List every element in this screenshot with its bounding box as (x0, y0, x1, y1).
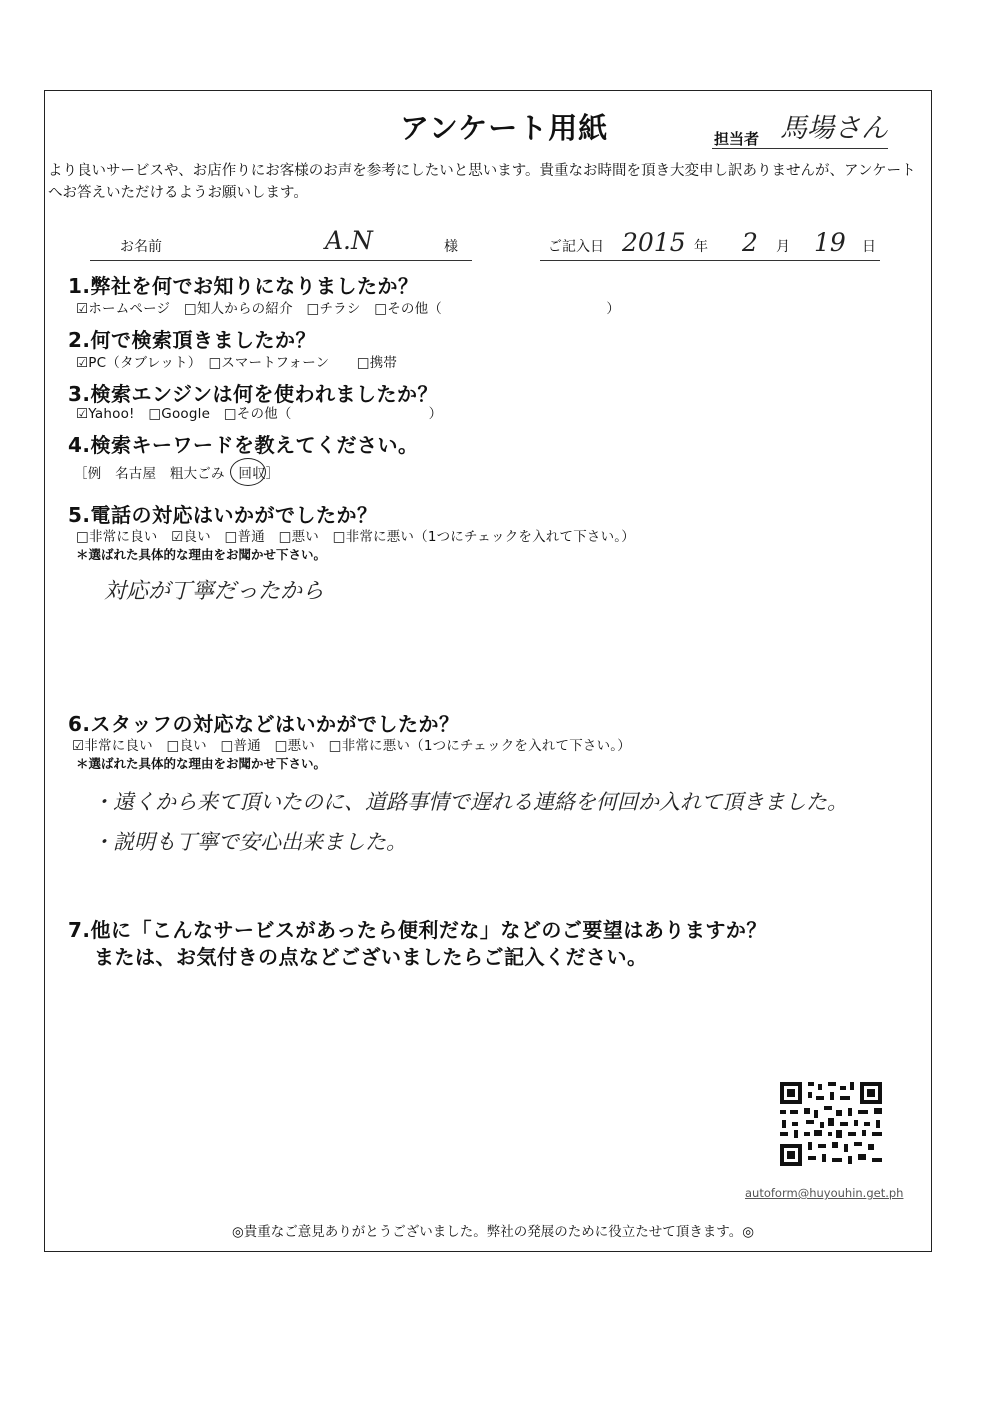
date-underline (540, 260, 880, 261)
question-5: 5.電話の対応はいかがでしたか？ (68, 503, 378, 527)
question-6-answer-line-1: ・遠くから来て頂いたのに、道路事情で遅れる連絡を何回か入れて頂きました。 (92, 790, 848, 814)
question-4-example: ［例 名古屋 粗大ごみ 回収］ (74, 466, 280, 482)
question-6-note: ＊選ばれた具体的な理由をお聞かせ下さい。 (76, 756, 327, 771)
date-label: ご記入日 (548, 239, 604, 255)
question-7-line-1: 7.他に「こんなサービスがあったら便利だな」などのご要望はありますか？ (68, 918, 767, 942)
name-underline (90, 260, 472, 261)
question-2-options: ☑PC（タブレット） □スマートフォーン □携帯 (76, 355, 398, 371)
survey-form-frame (44, 90, 932, 1252)
year-value-handwritten: 2015 (622, 228, 686, 257)
footer-thanks: ◎貴重なご意見ありがとうございました。弊社の発展のために役立たせて頂きます。◎ (232, 1224, 754, 1240)
question-6: 6.スタッフの対応などはいかがでしたか？ (68, 712, 460, 736)
form-title: アンケート用紙 (400, 111, 609, 145)
question-6-answer-line-2: ・説明も丁寧で安心出来ました。 (92, 830, 407, 854)
handwritten-circle-mark (230, 458, 266, 486)
staff-underline (712, 148, 888, 149)
question-1: 1.弊社を何でお知りになりましたか？ (68, 274, 419, 298)
name-value-handwritten: A.N (325, 226, 373, 255)
month-unit: 月 (776, 239, 790, 255)
staff-label: 担当者 (714, 130, 760, 148)
question-2: 2.何で検索頂きましたか？ (68, 328, 317, 352)
question-5-note: ＊選ばれた具体的な理由をお聞かせ下さい。 (76, 547, 327, 562)
honorific-label: 様 (444, 239, 458, 255)
contact-email-link[interactable]: autoform@huyouhin.get.ph (745, 1186, 904, 1200)
staff-name-handwritten: 馬場さん (780, 113, 888, 144)
month-value-handwritten: 2 (742, 228, 758, 257)
qr-code-icon (778, 1080, 884, 1168)
question-5-answer-handwritten: 対応が丁寧だったから (104, 579, 325, 604)
question-3: 3.検索エンジンは何を使われましたか？ (68, 382, 439, 406)
day-value-handwritten: 19 (814, 228, 846, 257)
intro-text: より良いサービスや、お店作りにお客様のお声を参考にしたいと思います。貴重なお時間を頂き大変申し訳ありませんが、アンケートへお答えいただけるようお願いします。 (48, 163, 916, 201)
question-3-options: ☑Yahoo! □Google □その他（ ） (76, 406, 443, 422)
name-label: お名前 (120, 239, 162, 255)
question-7-line-2: または、お気付きの点などございましたらご記入ください。 (94, 945, 648, 969)
day-unit: 日 (862, 239, 876, 255)
question-6-options: ☑非常に良い □良い □普通 □悪い □非常に悪い（1つにチェックを入れて下さい。） (72, 738, 631, 754)
year-unit: 年 (694, 239, 708, 255)
question-4: 4.検索キーワードを教えてください。 (68, 433, 419, 457)
question-5-options: □非常に良い ☑良い □普通 □悪い □非常に悪い（1つにチェックを入れて下さい。） (76, 529, 635, 545)
question-1-options: ☑ホームページ □知人からの紹介 □チラシ □その他（ ） (76, 301, 621, 317)
